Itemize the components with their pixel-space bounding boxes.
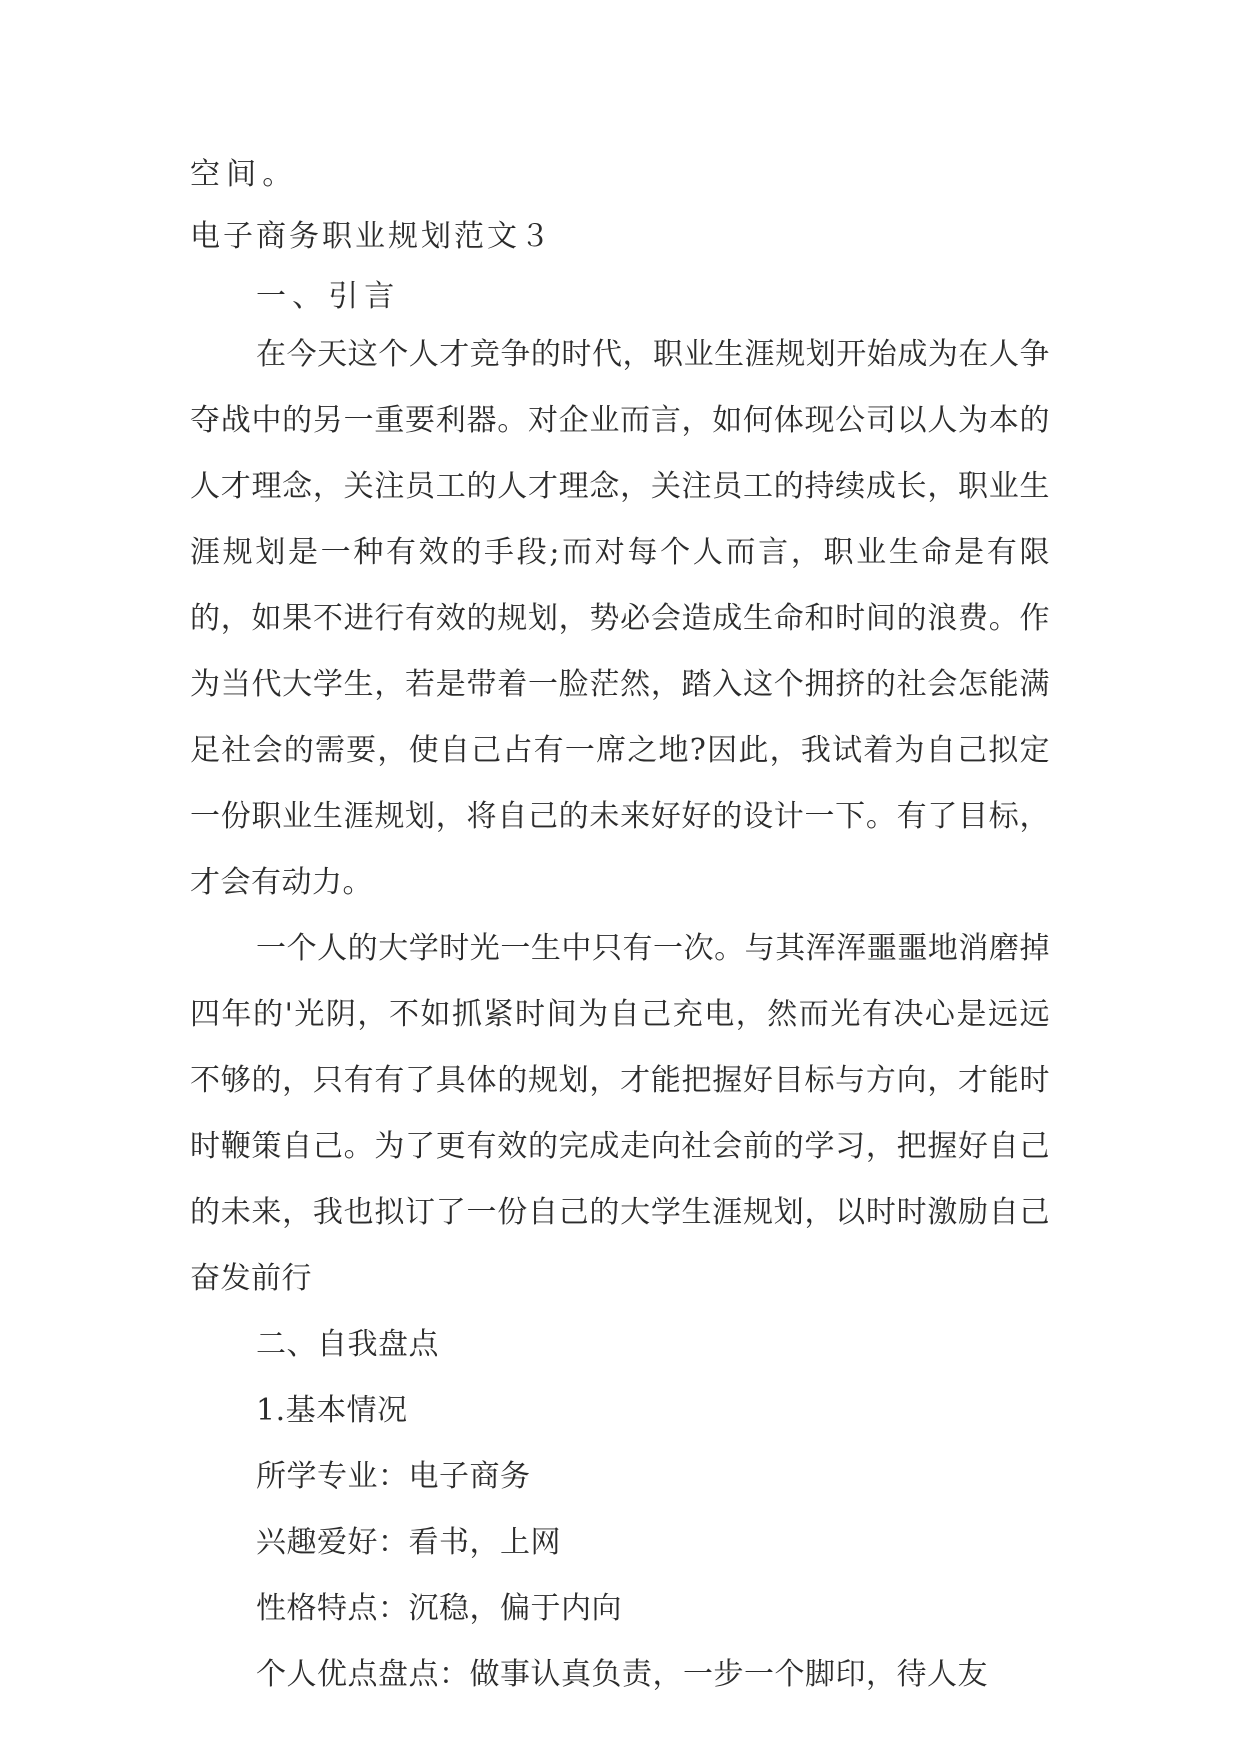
item-personality: 性格特点：沉稳，偏于内向 xyxy=(256,1591,622,1626)
item-strengths: 个人优点盘点：做事认真负责，一步一个脚印，待人友 xyxy=(256,1657,988,1692)
item-hobbies: 兴趣爱好：看书，上网 xyxy=(256,1525,561,1560)
heading-self-assessment: 二、自我盘点 xyxy=(256,1327,439,1362)
paragraph-intro-text: 在今天这个人才竞争的时代，职业生涯规划开始成为在人争夺战中的另一重要利器。对企业而言，如何体现公司以人为本的人才理念，关注员工的人才理念，关注员工的持续成长，职业生涯规划是一种有效的手段;而对每个人而言，职业生命是有限的，如果不进行有效的规划，势必会造成生命和时间的浪费。作为当代大学生，若是带着一脸茫然，踏入这个拥挤的社会怎能满足社会的需要，使自己占有一席之地?因此，我试着为自己拟定一份职业生涯规划，将自己的未来好好的设计一下。有了目标，才会有动力。 xyxy=(190,337,1050,900)
section-title: 电子商务职业规划范文３ xyxy=(190,219,553,254)
paragraph-intro xyxy=(190,322,1050,916)
document-body xyxy=(190,157,1050,1708)
item-major: 所学专业：电子商务 xyxy=(256,1459,531,1494)
previous-section-ending: 空间。 xyxy=(190,157,299,192)
paragraph-college-plan-text: 一个人的大学时光一生中只有一次。与其浑浑噩噩地消磨掉四年的'光阴，不如抓紧时间为自己充电，然而光有决心是远远不够的，只有有了具体的规划，才能把握好目标与方向，才能时时鞭策自己。为了更有效的完成走向社会前的学习，把握好自己的未来，我也拟订了一份自己的大学生涯规划，以时时激励自己奋发前行 xyxy=(190,931,1050,1296)
subheading-basic-info: 1.基本情况 xyxy=(256,1393,408,1428)
heading-introduction: 一、引言 xyxy=(256,279,401,314)
paragraph-college-plan xyxy=(190,916,1050,1312)
